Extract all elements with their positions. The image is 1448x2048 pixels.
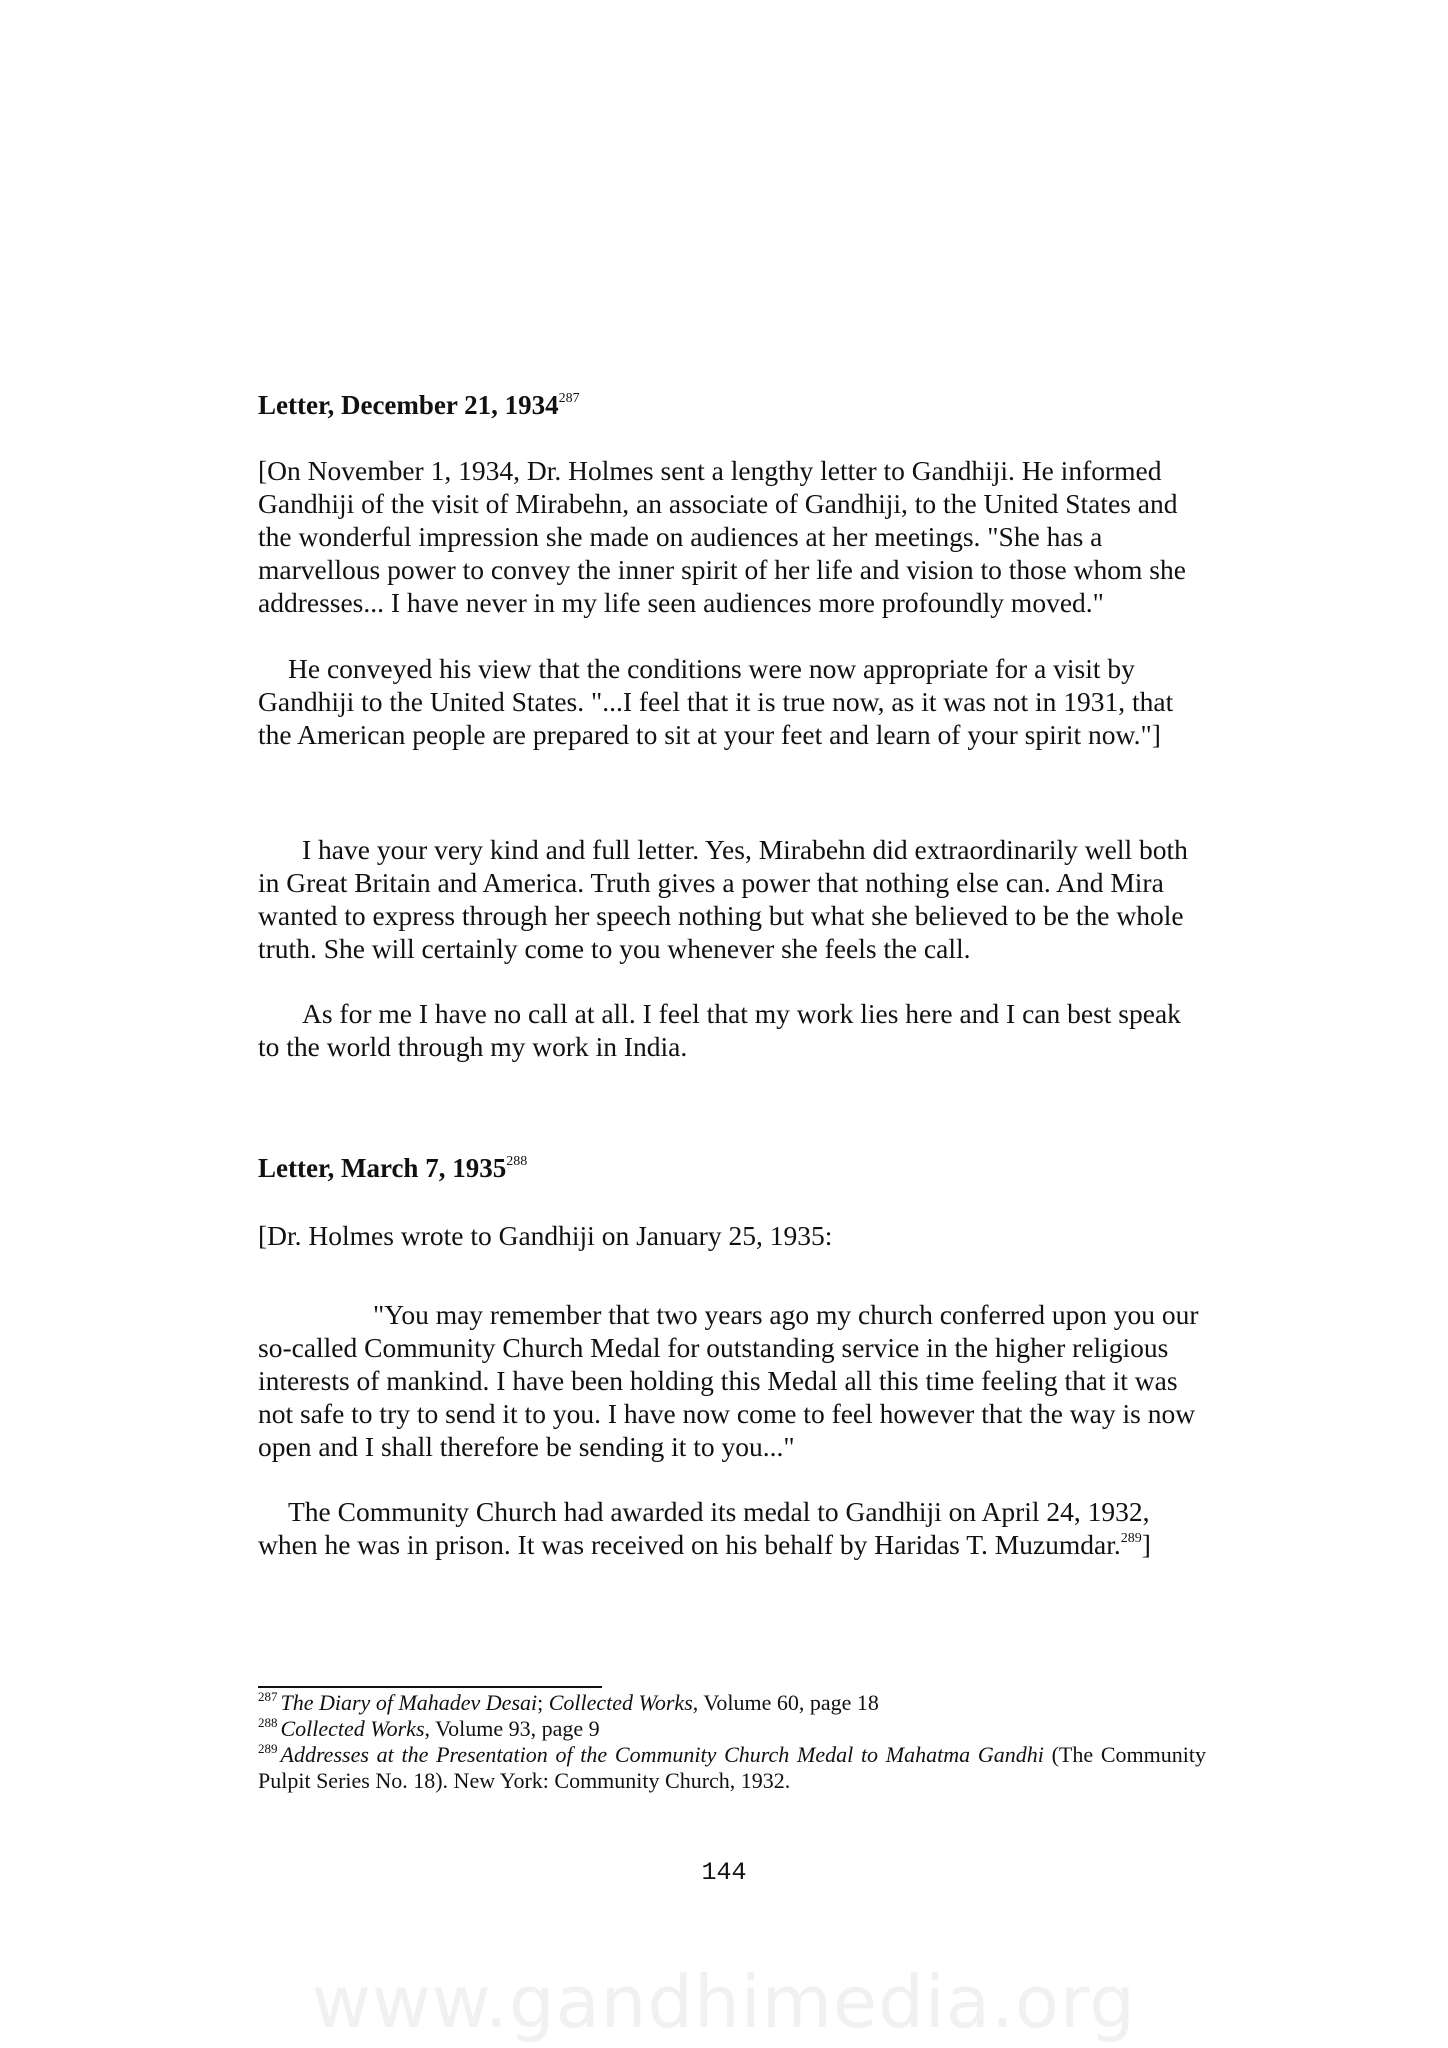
footnote-288: $^{288}$ Collected Works, Volume 93, page 9	[258, 1715, 600, 1741]
footnote-ref-288: 288	[506, 1154, 528, 1169]
letter-1-body-paragraph-2: As for me I have no call at all. I feel that my work lies here and I can best speak to the world through my work in India.	[258, 998, 1181, 1062]
letter-2-heading: Letter, March 7, 1935$^{288}$	[258, 1153, 528, 1183]
footnote-ref-289: 289	[1120, 1531, 1142, 1546]
footnote-divider	[258, 1686, 602, 1688]
letter-2-context-paragraph: The Community Church had awarded its medal to Gandhiji on April 24, 1932, when he was in prison. It was received on his behalf by Haridas T. Muzumdar.$^{289}$]	[258, 1496, 1151, 1560]
letter-2-quote-paragraph: "You may remember that two years ago my church conferred upon you our so-called Community Church Medal for outstanding service in the higher religious interests of mankind. I have been holding this Medal all this time feeling that it was not safe to try to send it to you. I have now come to feel however that the way is now open and I shall therefore be sending it to you..."	[258, 1299, 1199, 1462]
letter-1-heading: Letter, December 21, 1934$^{287}$	[258, 390, 580, 420]
footnote-287: $^{287}$ The Diary of Mahadev Desai; Collected Works, Volume 60, page 18	[258, 1689, 879, 1715]
watermark: www.gandhimedia.org	[312, 1960, 1136, 2044]
letter-1-context-paragraph: He conveyed his view that the conditions were now appropriate for a visit by Gandhiji to the United States. "...I feel that it is true now, as it was not in 1931, that the American people are prepared to sit at your feet and learn of your spirit now."]	[258, 653, 1174, 750]
page-number: 144	[701, 1858, 747, 1887]
footnote-289: $^{289}$ Addresses at the Presentation of the Community Church Medal to Mahatma Gandhi (The Community Pulpit Series No. 18). New York: Community Church, 1932.	[258, 1741, 1206, 1793]
footnote-ref-287: 287	[558, 391, 580, 406]
letter-1-body-paragraph-1: I have your very kind and full letter. Yes, Mirabehn did extraordinarily well both in Great Britain and America. Truth gives a power that nothing else can. And Mira wanted to express through her speech nothing but what she believed to be the whole truth. She will certainly come to you whenever she feels the call.	[258, 834, 1188, 964]
letter-2-intro-paragraph: [Dr. Holmes wrote to Gandhiji on January 25, 1935:	[258, 1220, 833, 1251]
letter-1-intro-paragraph: [On November 1, 1934, Dr. Holmes sent a lengthy letter to Gandhiji. He informed Gandhiji of the visit of Mirabehn, an associate of Gandhiji, to the United States and the wonderful impression she made on audiences at her meetings. "She has a marvellous power to convey the inner spirit of her life and vision to those whom she addresses... I have never in my life seen audiences more profoundly moved."	[258, 455, 1186, 618]
